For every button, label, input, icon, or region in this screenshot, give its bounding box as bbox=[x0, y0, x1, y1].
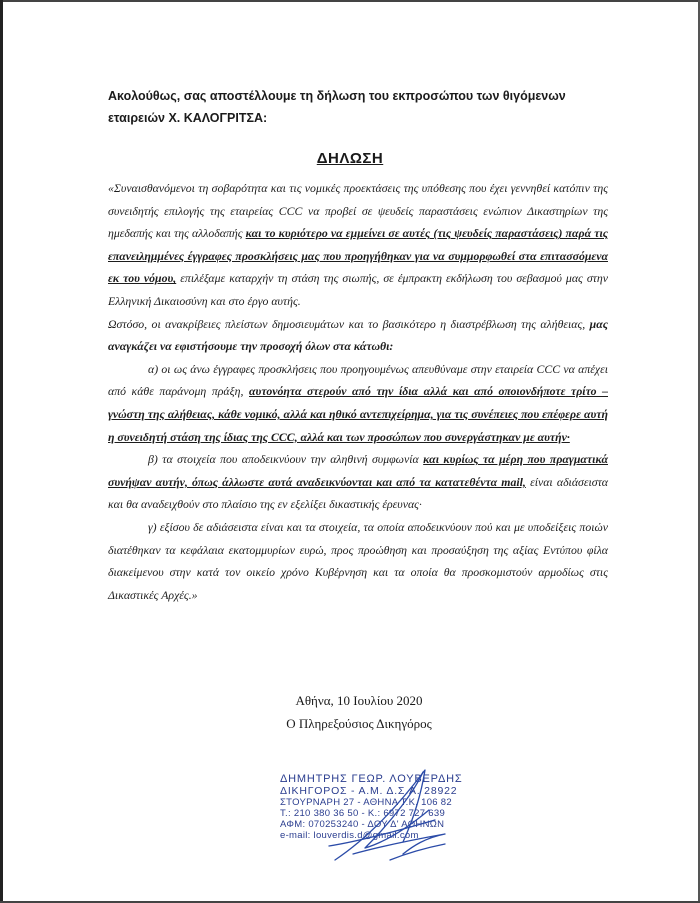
handwritten-signature bbox=[295, 750, 460, 870]
paragraph-2 bbox=[108, 313, 608, 358]
scan-border-top bbox=[0, 0, 700, 2]
lawyer-role: Ο Πληρεξούσιος Δικηγόρος bbox=[286, 716, 432, 731]
paragraph-1-emphasis: και το κυριότερο να εμμείνει σε αυτές (τις ψευδείς παραστάσεις) παρά τις επανειλημμένες έγγραφες προσκλήσεις μας που προηγήθηκαν για να συμμορφωθεί στα επιτασσόμενα εκ του νόμου, bbox=[108, 226, 608, 286]
point-a bbox=[108, 358, 608, 448]
stamp-title: ΔΙΚΗΓΟΡΟΣ - Α.Μ. Δ.Σ.Α. 28922 bbox=[280, 785, 458, 797]
paragraph-1-start: «Συναισθανόμενοι τη σοβαρότητα και τις νομικές προεκτάσεις της υπόθεσης που έχει γεννηθεί κατόπιν της συνειδητής επιλογής της εταιρείας CCC να προβεί σε ψευδείς παραστάσεις ενώπιον Δικαστηρίων της ημεδαπής και της αλλοδαπής bbox=[108, 181, 608, 241]
paragraph-2-emphasis: μας αναγκάζει να εφιστήσουμε την προσοχή όλων στα κάτωθι: bbox=[108, 316, 608, 354]
stamp-afm: ΑΦΜ: 070253240 - ΔΟΥ Δ' ΑΘΗΝΩΝ bbox=[280, 819, 445, 830]
point-b-emphasis: και κυρίως τα μέρη που πραγματικά συνήψαν αυτήν, όπως άλλωστε αυτά αναδεικνύονται και από τα κατατεθέντα mail, bbox=[108, 452, 608, 489]
stamp-address: ΣΤΟΥΡΝΑΡΗ 27 - ΑΘΗΝΑ Τ.Κ. 106 82 bbox=[280, 797, 452, 808]
point-b bbox=[108, 448, 608, 516]
scan-border-left bbox=[0, 0, 3, 903]
stamp-email: e-mail: louverdis.d@gmail.com bbox=[280, 830, 419, 841]
paragraph-2-start: Ωστόσο, οι ανακρίβειες πλείστων δημοσιευμάτων και το βασικότερο η διαστρέβλωση της αλήθειας, bbox=[108, 316, 590, 331]
point-a-emphasis: αυτονόητα στερούν από την ίδια αλλά και από οποιονδήποτε τρίτο – γνώστη της αλήθειας, κάθε νομικό, αλλά και ηθικό αντεπιχείρημα, για τις συνέπειες που επέφερε αυτή η συνειδητή στάση της ίδιας της CCC, αλλά και των προσώπων που συνεργάστηκαν με αυτήν· bbox=[108, 384, 608, 444]
stamp-phone: Τ.: 210 380 36 50 - Κ.: 6972 727 639 bbox=[280, 808, 446, 819]
declaration-body bbox=[108, 177, 608, 606]
point-a-start: α) οι ως άνω έγγραφες προσκλήσεις που προηγουμένως απευθύναμε στην εταιρεία CCC να απέχει από κάθε παράνομη πράξη, bbox=[108, 361, 608, 399]
document-title: ΔΗΛΩΣΗ bbox=[316, 150, 384, 167]
paragraph-1 bbox=[108, 177, 608, 313]
stamp-name: ΔΗΜΗΤΡΗΣ ΓΕΩΡ. ΛΟΥΒΕΡΔΗΣ bbox=[280, 773, 463, 785]
paragraph-1-end: επιλέξαμε καταρχήν τη στάση της σιωπής, σε έμπρακτη εκδήλωση του σεβασμού μας στην Ελληνική Δικαιοσύνη και στο έργο αυτής. bbox=[108, 271, 608, 308]
point-b-start: β) τα στοιχεία που αποδεικνύουν την αληθινή συμφωνία bbox=[148, 452, 424, 467]
place-and-date: Αθήνα, 10 Ιουλίου 2020 bbox=[295, 693, 423, 708]
intro-paragraph: Ακολούθως, σας αποστέλλουμε τη δήλωση του εκπροσώπου των θιγόμενων εταιρειών Χ. ΚΑΛΟΓΡΙΤΣΑ: bbox=[108, 89, 566, 125]
point-b-end: είναι αδιάσειστα και θα αναδειχθούν στο πλαίσιο της εν εξελίξει δικαστικής έρευνας· bbox=[108, 474, 608, 512]
point-c: γ) εξίσου δε αδιάσειστα είναι και τα στοιχεία, τα οποία αποδεικνύουν πού και με υποδείξεις ποιών διατέθηκαν τα κεφάλαια εκατομμυρίων ευρώ, προς προώθηση και προσαύξηση της αξίας Εντύπου φίλα διακείμενου στην κατά τον οικείο χρόνο Κυβέρνηση και τα οποία θα προσκομιστούν αρμοδίως στις Δικαστικές Αρχές.» bbox=[108, 519, 608, 602]
